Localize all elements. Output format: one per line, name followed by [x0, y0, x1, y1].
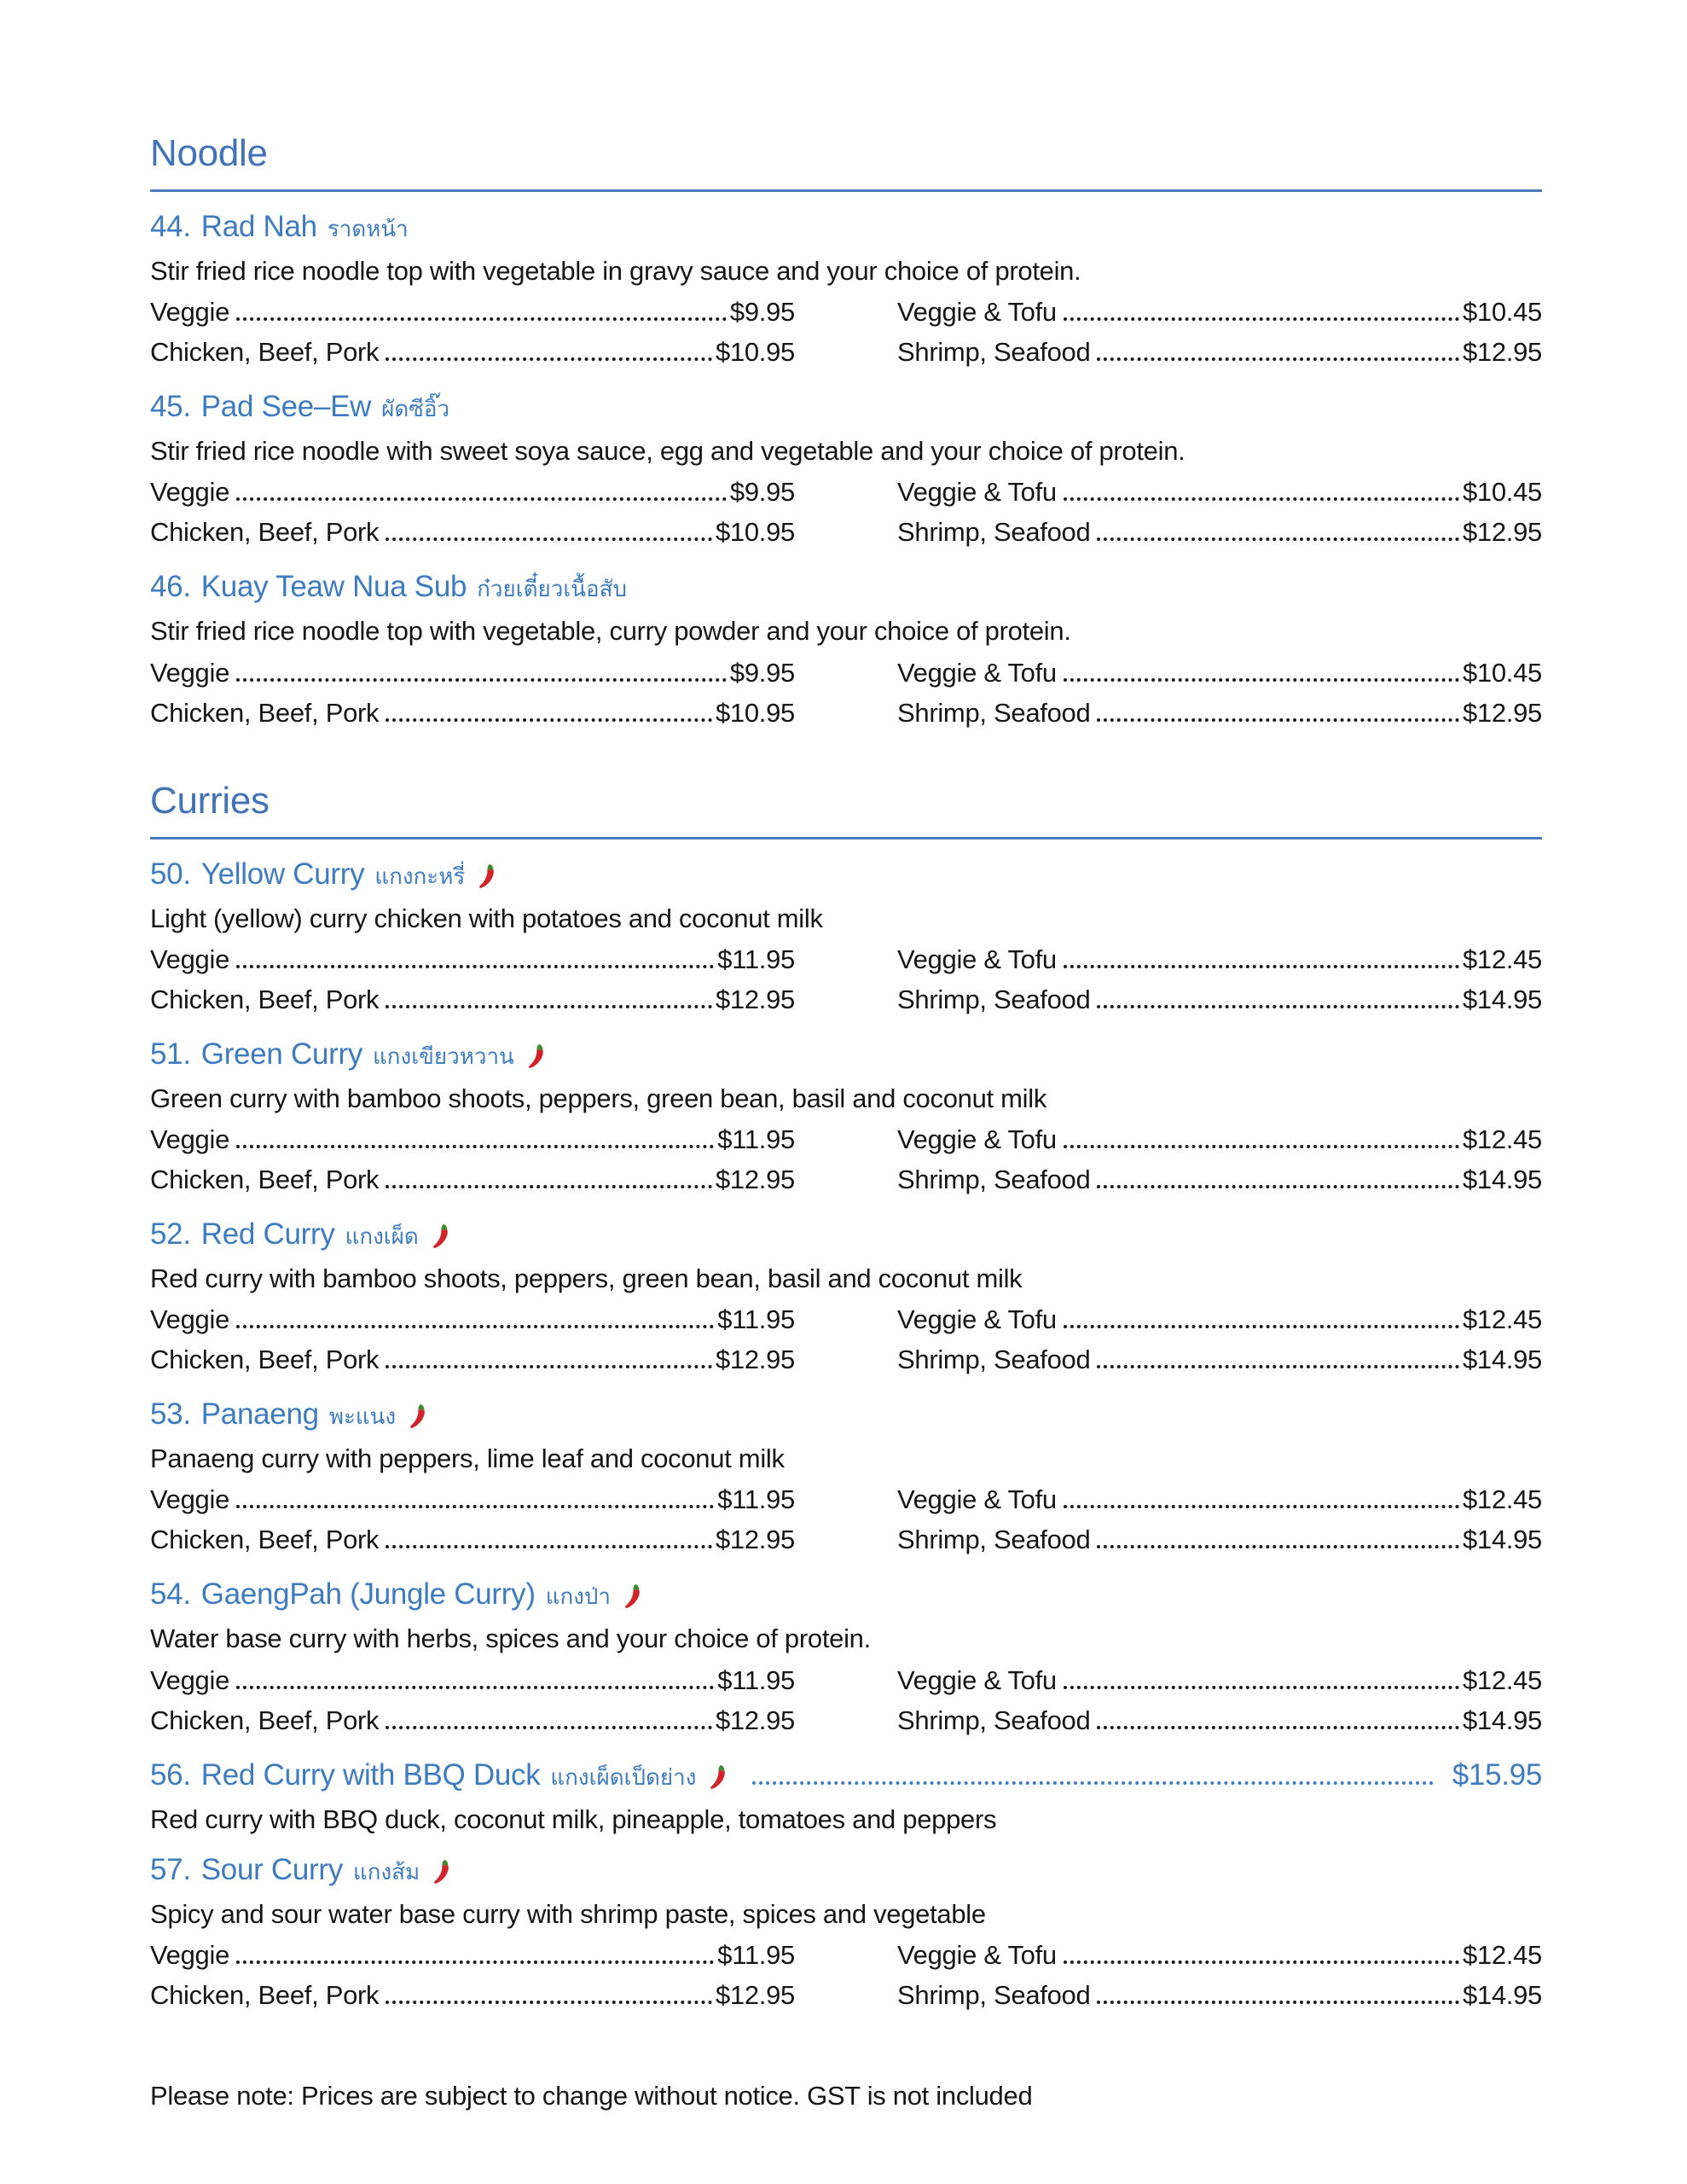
price-row [150, 1935, 795, 1975]
price-option-label: Chicken, Beef, Pork [150, 984, 380, 1014]
item-number: 52. [150, 1217, 191, 1251]
dotted-leader [1097, 1005, 1459, 1008]
price-grid [150, 1660, 1542, 1740]
price-grid [150, 472, 1542, 552]
item-number: 57. [150, 1852, 191, 1886]
chili-icon [430, 1858, 452, 1885]
item-description: Green curry with bamboo shoots, peppers, green bean, basil and coconut milk [150, 1083, 1047, 1113]
item-heading [150, 1757, 728, 1793]
item-number: 45. [150, 390, 191, 424]
item-thai-name: ราดหน้า [327, 216, 409, 241]
item-description: Red curry with bamboo shoots, peppers, green bean, basil and coconut milk [150, 1263, 1023, 1293]
item-title [150, 1757, 1542, 1793]
item-thai-name: ก๋วยเตี๋ยวเนื้อสับ [477, 576, 628, 602]
dotted-leader [386, 1185, 712, 1188]
item-description: Panaeng curry with peppers, lime leaf and coconut milk [150, 1443, 785, 1474]
price-grid [150, 1935, 1542, 2015]
price-row [150, 292, 795, 332]
price-value: $12.95 [715, 1164, 795, 1194]
dotted-leader [1097, 537, 1459, 541]
item-heading [150, 209, 409, 245]
chili-icon [475, 863, 497, 890]
price-option-label: Veggie [150, 1124, 230, 1154]
price-option-label: Veggie & Tofu [897, 297, 1057, 328]
item-number: 44. [150, 210, 191, 243]
chili-icon [406, 1403, 428, 1430]
price-value: $14.95 [1462, 1979, 1542, 2010]
dotted-leader [236, 678, 727, 682]
price-value: $10.45 [1462, 657, 1542, 688]
item-description: Stir fried rice noodle with sweet soya sauce, egg and vegetable and your choice of protein. [150, 436, 1186, 467]
item-description: Spicy and sour water base curry with shrimp paste, spices and vegetable [150, 1898, 986, 1929]
price-row [897, 1975, 1542, 2015]
item-title [150, 569, 1542, 605]
item-thai-name: แกงเผ็ดเป็ดย่าง [550, 1763, 697, 1790]
menu-item-51 [150, 1037, 1542, 1199]
price-row [150, 939, 795, 979]
item-number: 46. [150, 570, 191, 604]
item-name: GaengPah (Jungle Curry) [200, 1577, 536, 1612]
price-row [897, 653, 1542, 693]
item-heading [150, 569, 627, 605]
price-row [897, 1339, 1542, 1380]
price-value: $12.95 [1462, 697, 1542, 728]
section-divider [150, 189, 1542, 192]
price-grid [150, 1299, 1542, 1380]
price-grid [150, 939, 1542, 1019]
item-title [150, 1217, 1542, 1252]
price-option-label: Shrimp, Seafood [897, 1705, 1091, 1735]
price-row [897, 979, 1542, 1019]
menu-item-46 [150, 569, 1542, 732]
price-row [150, 1975, 795, 2015]
price-option-label: Veggie & Tofu [897, 477, 1057, 508]
dotted-leader [1064, 965, 1459, 968]
item-heading [150, 1217, 451, 1252]
price-value: $14.95 [1462, 1525, 1542, 1555]
item-number: 50. [150, 857, 191, 891]
price-value: $12.45 [1462, 1484, 1542, 1515]
price-row [150, 979, 795, 1019]
price-value: $12.95 [1462, 517, 1542, 548]
price-row [150, 1700, 795, 1740]
chili-icon [706, 1763, 728, 1791]
price-value: $12.45 [1462, 1304, 1542, 1335]
price-row [897, 1159, 1542, 1199]
footer-note: Please note: Prices are subject to change without notice. GST is not included [150, 2081, 1033, 2111]
dotted-leader [1064, 1686, 1459, 1689]
price-option-label: Veggie [150, 657, 230, 688]
item-title [150, 389, 1542, 425]
item-number: 53. [150, 1397, 191, 1432]
price-grid [150, 1479, 1542, 1560]
dotted-leader [1064, 1960, 1459, 1964]
price-option-label: Shrimp, Seafood [897, 1345, 1091, 1375]
item-thai-name: แกงส้ม [352, 1858, 420, 1885]
price-row [150, 1299, 795, 1339]
dotted-leader [1097, 718, 1459, 722]
price-row [897, 1660, 1542, 1700]
item-description: Light (yellow) curry chicken with potatoes and coconut milk [150, 903, 823, 933]
price-value: $12.45 [1462, 944, 1542, 974]
item-number: 56. [150, 1757, 191, 1792]
price-value: $10.95 [715, 337, 795, 368]
price-value: $11.95 [717, 1939, 795, 1970]
price-value: $9.95 [729, 477, 795, 508]
item-title [150, 1037, 1542, 1072]
price-row [897, 1119, 1542, 1159]
price-row [150, 1119, 795, 1159]
price-row [897, 472, 1542, 512]
item-title [150, 1397, 1542, 1432]
price-option-label: Shrimp, Seafood [897, 697, 1091, 728]
dotted-leader [236, 965, 714, 968]
dotted-leader [1064, 317, 1459, 321]
price-row [150, 693, 795, 733]
dotted-leader [236, 317, 727, 321]
price-option-label: Veggie [150, 477, 230, 508]
price-value: $10.95 [715, 517, 795, 548]
price-option-label: Veggie & Tofu [897, 1484, 1057, 1515]
dotted-leader [386, 537, 712, 541]
item-title [150, 209, 1542, 245]
item-description: Water base curry with herbs, spices and your choice of protein. [150, 1623, 871, 1654]
menu-section-noodle [150, 132, 1542, 733]
dotted-leader [1064, 1325, 1459, 1328]
menu-item-53 [150, 1397, 1542, 1560]
price-value: $12.95 [715, 1705, 795, 1735]
price-row [897, 1519, 1542, 1560]
dotted-leader [386, 2001, 712, 2004]
item-name: Yellow Curry [200, 857, 365, 891]
menu-item-57 [150, 1852, 1542, 2015]
price-row [897, 512, 1542, 552]
dotted-leader [1064, 678, 1459, 682]
item-name: Panaeng [200, 1397, 319, 1432]
dotted-leader [236, 1960, 714, 1964]
menu-item-52 [150, 1217, 1542, 1380]
price-value: $12.45 [1462, 1664, 1542, 1695]
price-value: $10.95 [715, 697, 795, 728]
price-value: $12.45 [1462, 1939, 1542, 1970]
price-option-label: Veggie & Tofu [897, 944, 1057, 974]
item-title [150, 857, 1542, 892]
price-option-label: Shrimp, Seafood [897, 1164, 1091, 1194]
price-row [897, 1479, 1542, 1519]
price-row [897, 1700, 1542, 1740]
price-row [150, 1159, 795, 1199]
price-value: $9.95 [729, 657, 795, 688]
price-option-label: Veggie [150, 944, 230, 974]
menu-section-curries [150, 779, 1542, 2015]
item-name: Pad See–Ew [200, 390, 372, 424]
price-option-label: Chicken, Beef, Pork [150, 337, 380, 368]
dotted-leader [1064, 1505, 1459, 1508]
item-heading [150, 1852, 452, 1888]
price-option-label: Veggie & Tofu [897, 1304, 1057, 1335]
dotted-leader [1097, 1726, 1459, 1729]
price-option-label: Veggie [150, 1484, 230, 1515]
price-row [897, 332, 1542, 372]
item-heading [150, 389, 449, 425]
price-option-label: Veggie & Tofu [897, 657, 1057, 688]
chili-icon [429, 1223, 451, 1250]
menu-item-45 [150, 389, 1542, 552]
price-value: $10.45 [1462, 297, 1542, 328]
item-name: Kuay Teaw Nua Sub [200, 570, 467, 604]
dotted-leader [1097, 2001, 1459, 2004]
price-grid [150, 653, 1542, 733]
menu-item-54 [150, 1577, 1542, 1740]
item-number: 54. [150, 1577, 191, 1612]
dotted-leader [236, 1505, 714, 1508]
dotted-leader [236, 1686, 714, 1689]
price-value: $11.95 [717, 1124, 795, 1154]
price-value: $12.95 [715, 984, 795, 1014]
price-option-label: Shrimp, Seafood [897, 984, 1091, 1014]
price-value: $11.95 [717, 1484, 795, 1515]
dotted-leader [1097, 1185, 1459, 1188]
item-description: Stir fried rice noodle top with vegetable in gravy sauce and your choice of protein. [150, 256, 1081, 286]
item-name: Red Curry with BBQ Duck [200, 1757, 541, 1792]
price-row [897, 1935, 1542, 1975]
dotted-leader [386, 1545, 712, 1548]
item-thai-name: ผัดซีอิ๊ว [381, 396, 450, 422]
price-row [897, 292, 1542, 332]
item-heading [150, 1397, 428, 1432]
item-thai-name: แกงเผ็ด [345, 1223, 419, 1249]
dotted-leader [236, 1145, 714, 1148]
price-option-label: Veggie [150, 1939, 230, 1970]
dotted-leader [386, 718, 712, 722]
section-divider [150, 837, 1542, 839]
dotted-leader [236, 1325, 714, 1328]
price-option-label: Veggie [150, 1664, 230, 1695]
price-value: $14.95 [1462, 1705, 1542, 1735]
item-name: Green Curry [200, 1037, 363, 1071]
menu-item-50 [150, 857, 1542, 1019]
price-value: $14.95 [1462, 984, 1542, 1014]
dotted-leader [752, 1781, 1433, 1785]
item-heading [150, 857, 497, 892]
price-option-label: Veggie [150, 297, 230, 328]
price-row [150, 653, 795, 693]
dotted-leader [236, 497, 727, 501]
price-row [150, 472, 795, 512]
menu-item-56 [150, 1757, 1542, 1835]
price-value: $12.95 [715, 1979, 795, 2010]
price-value: $11.95 [717, 1664, 795, 1695]
price-row [150, 1479, 795, 1519]
item-name: Sour Curry [200, 1852, 343, 1886]
dotted-leader [1064, 1145, 1459, 1148]
price-option-label: Shrimp, Seafood [897, 1525, 1091, 1555]
item-description: Red curry with BBQ duck, coconut milk, pineapple, tomatoes and peppers [150, 1804, 997, 1834]
price-value: $12.95 [1462, 337, 1542, 368]
chili-icon [621, 1583, 643, 1610]
price-row [150, 1519, 795, 1560]
price-value: $11.95 [717, 1304, 795, 1335]
price-value: $11.95 [717, 944, 795, 974]
item-name: Rad Nah [200, 210, 317, 243]
price-option-label: Chicken, Beef, Pork [150, 517, 380, 548]
price-option-label: Veggie & Tofu [897, 1124, 1057, 1154]
price-value: $9.95 [729, 297, 795, 328]
price-option-label: Shrimp, Seafood [897, 337, 1091, 368]
price-option-label: Chicken, Beef, Pork [150, 1525, 380, 1555]
price-row [150, 512, 795, 552]
section-title: Curries [150, 779, 270, 822]
dotted-leader [386, 357, 712, 361]
price-grid [150, 1119, 1542, 1199]
price-value: $10.45 [1462, 477, 1542, 508]
price-row [150, 1660, 795, 1700]
price-row [897, 939, 1542, 979]
item-number: 51. [150, 1037, 191, 1071]
price-option-label: Veggie [150, 1304, 230, 1335]
item-heading [150, 1577, 643, 1612]
item-heading [150, 1037, 547, 1072]
dotted-leader [1097, 1365, 1459, 1368]
price-value: $12.45 [1462, 1124, 1542, 1154]
price-value: $14.95 [1462, 1164, 1542, 1194]
dotted-leader [1097, 1545, 1459, 1548]
dotted-leader [386, 1005, 712, 1008]
price-value: $12.95 [715, 1525, 795, 1555]
price-row [897, 1299, 1542, 1339]
price-option-label: Chicken, Beef, Pork [150, 1979, 380, 2010]
price-option-label: Shrimp, Seafood [897, 1979, 1091, 2010]
dotted-leader [1064, 497, 1459, 501]
price-option-label: Veggie & Tofu [897, 1664, 1057, 1695]
price-grid [150, 292, 1542, 372]
dotted-leader [1097, 357, 1459, 361]
item-thai-name: แกงกะหรี่ [374, 863, 466, 889]
price-option-label: Chicken, Beef, Pork [150, 1345, 380, 1375]
price-option-label: Shrimp, Seafood [897, 517, 1091, 548]
dotted-leader [386, 1726, 712, 1729]
price-value: $14.95 [1462, 1345, 1542, 1375]
price-row [150, 332, 795, 372]
item-thai-name: แกงป่า [545, 1583, 611, 1610]
section-title: Noodle [150, 132, 268, 174]
item-thai-name: แกงเขียวหวาน [373, 1043, 514, 1069]
item-title [150, 1852, 1542, 1888]
item-name: Red Curry [200, 1217, 335, 1251]
price-option-label: Chicken, Beef, Pork [150, 697, 380, 728]
price-option-label: Chicken, Beef, Pork [150, 1705, 380, 1735]
price-row [897, 693, 1542, 733]
item-price: $15.95 [1452, 1757, 1542, 1792]
price-option-label: Chicken, Beef, Pork [150, 1164, 380, 1194]
item-thai-name: พะแนง [328, 1403, 397, 1430]
price-row [150, 1339, 795, 1380]
item-description: Stir fried rice noodle top with vegetable, curry powder and your choice of protein. [150, 616, 1071, 647]
price-value: $12.95 [715, 1345, 795, 1375]
chili-icon [525, 1043, 547, 1070]
menu-item-44 [150, 209, 1542, 372]
price-option-label: Veggie & Tofu [897, 1939, 1057, 1970]
dotted-leader [386, 1365, 712, 1368]
menu-root [150, 132, 1542, 2015]
item-title [150, 1577, 1542, 1612]
